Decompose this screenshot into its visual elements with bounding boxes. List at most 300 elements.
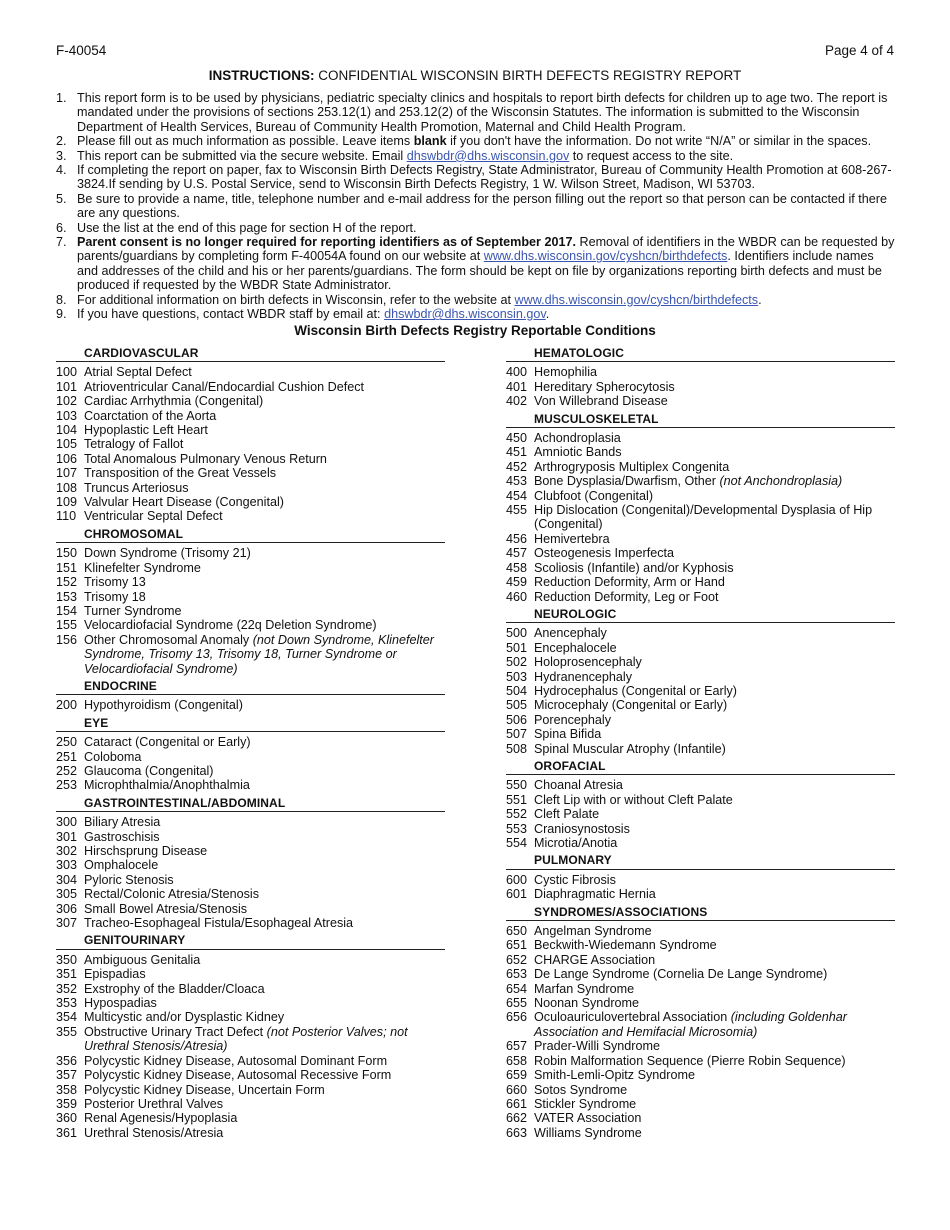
condition-item	[506, 394, 895, 408]
condition-name-text: Trisomy 13	[84, 575, 146, 590]
condition-item	[56, 902, 445, 916]
condition-qualifier: (not Down Syndrome, Klinefelter Syndrome, Trisomy 13, Trisomy 18, Turner Syndrome or Velocardiofacial Syndrome)	[84, 632, 434, 676]
conditions-column-left	[56, 346, 445, 1143]
condition-name-text: Ventricular Septal Defect	[84, 509, 223, 524]
condition-item	[506, 489, 895, 503]
condition-code: 106	[56, 451, 78, 466]
condition-name-text: Cystic Fibrosis	[534, 872, 616, 887]
category-endocrine	[56, 679, 445, 713]
condition-code: 301	[56, 829, 78, 844]
category-heading: MUSCULOSKELETAL	[506, 412, 895, 428]
instruction-number: 8.	[56, 292, 67, 307]
condition-name-text: Reduction Deformity, Arm or Hand	[534, 575, 725, 590]
condition-item	[506, 1126, 895, 1140]
condition-name-text: Valvular Heart Disease (Congenital)	[84, 495, 284, 510]
condition-item	[506, 742, 895, 756]
condition-name-text: Cardiac Arrhythmia (Congenital)	[84, 394, 264, 409]
condition-item	[56, 887, 445, 901]
condition-name-text: Sotos Syndrome	[534, 1082, 628, 1097]
instruction-text: Be sure to provide a name, title, telephone number and e-mail address for the person filling out the report so that person can be contacted if there are any questions.	[77, 191, 887, 221]
condition-code: 303	[56, 858, 78, 873]
page-number: Page 4 of 4	[824, 43, 894, 58]
condition-code: 400	[506, 365, 528, 380]
condition-item	[56, 394, 445, 408]
condition-code: 102	[56, 394, 78, 409]
condition-name	[84, 902, 445, 916]
condition-item	[506, 778, 895, 792]
condition-item	[506, 873, 895, 887]
website-link[interactable]: www.dhs.wisconsin.gov/cyshcn/birthdefects	[483, 249, 728, 264]
condition-name-text: Hypoplastic Left Heart	[84, 423, 208, 438]
condition-name	[534, 684, 895, 698]
condition-name	[534, 641, 895, 655]
condition-name	[84, 735, 445, 749]
condition-name	[534, 1083, 895, 1097]
condition-item	[506, 460, 895, 474]
condition-item	[506, 713, 895, 727]
condition-name	[84, 1054, 445, 1068]
condition-code: 500	[506, 626, 528, 641]
condition-name	[534, 1054, 895, 1068]
condition-name	[534, 924, 895, 938]
condition-name	[534, 713, 895, 727]
condition-code: 356	[56, 1053, 78, 1068]
condition-name-text: CHARGE Association	[534, 952, 656, 967]
condition-code: 457	[506, 546, 528, 561]
condition-name-text: Beckwith-Wiedemann Syndrome	[534, 938, 717, 953]
condition-item	[506, 561, 895, 575]
condition-name-text: Ambiguous Genitalia	[84, 952, 201, 967]
condition-name-text: Oculoauriculovertebral Association	[534, 1010, 731, 1025]
condition-item	[56, 1126, 445, 1140]
condition-code: 353	[56, 996, 78, 1011]
condition-name	[534, 807, 895, 821]
category-gastrointestinal	[56, 796, 445, 931]
condition-name	[84, 437, 445, 451]
condition-code: 663	[506, 1125, 528, 1140]
condition-item	[56, 750, 445, 764]
instruction-item	[56, 163, 898, 192]
category-genitourinary	[56, 933, 445, 1140]
condition-name-text: Clubfoot (Congenital)	[534, 488, 654, 503]
condition-name-text: Posterior Urethral Valves	[84, 1096, 224, 1111]
condition-item	[56, 815, 445, 829]
condition-name	[84, 750, 445, 764]
condition-name	[534, 887, 895, 901]
instruction-text: This report can be submitted via the secure website. Email	[77, 148, 407, 163]
condition-name	[84, 1126, 445, 1140]
condition-qualifier: (including Goldenhar Association and Hemifacial Microsomia)	[534, 1010, 847, 1039]
condition-item	[56, 873, 445, 887]
category-heading: OROFACIAL	[506, 759, 895, 775]
condition-name	[534, 996, 895, 1010]
condition-code: 552	[506, 807, 528, 822]
condition-code: 456	[506, 531, 528, 546]
condition-name-text: Omphalocele	[84, 858, 159, 873]
condition-name	[84, 590, 445, 604]
condition-code: 450	[506, 431, 528, 446]
instruction-item	[56, 149, 898, 163]
condition-name-text: Down Syndrome (Trisomy 21)	[84, 546, 251, 561]
condition-item	[56, 618, 445, 632]
condition-item	[56, 546, 445, 560]
conditions-title: Wisconsin Birth Defects Registry Reportable Conditions	[294, 323, 656, 338]
condition-code: 251	[56, 749, 78, 764]
condition-item	[506, 836, 895, 850]
condition-code: 110	[56, 509, 77, 524]
condition-code: 302	[56, 844, 78, 858]
category-pulmonary	[506, 853, 895, 901]
condition-name-text: Rectal/Colonic Atresia/Stenosis	[84, 887, 259, 902]
condition-name	[534, 822, 895, 836]
condition-name	[534, 561, 895, 575]
instruction-text: Removal of identifiers in the WBDR can be requested by parents/guardians by completing form F-40054A found on our website at	[77, 235, 895, 264]
condition-name-text: Coarctation of the Aorta	[84, 408, 217, 423]
condition-name-text: Hirschsprung Disease	[84, 844, 208, 858]
instruction-number: 5.	[56, 191, 67, 206]
condition-name-text: Microphthalmia/Anophthalmia	[84, 778, 250, 793]
condition-name	[84, 887, 445, 901]
instruction-text: If completing the report on paper, fax to Wisconsin Birth Defects Registry, State Administrator, Bureau of Community Health Promotion at 608-267-3824.If sending by U.S. Postal Service, send to Wisconsin Birth Defects Registry, 1 W. Wilson Street, Madison, WI 53703.	[77, 163, 892, 192]
condition-name-text: Anencephaly	[534, 626, 607, 641]
condition-name	[84, 618, 445, 632]
condition-name-text: Hip Dislocation (Congenital)/Developmental Dysplasia of Hip (Congenital)	[534, 503, 873, 532]
condition-item	[506, 365, 895, 379]
condition-name-text: Hypothyroidism (Congenital)	[84, 698, 243, 713]
condition-name-text: Turner Syndrome	[84, 603, 182, 618]
instruction-text: . Identifiers include names and addresses of the child and his or her parents/guardians. The form should be kept on file by organizations reporting birth defects and must be produced if requested by the WBDR State Administrator.	[77, 249, 882, 293]
condition-name	[534, 982, 895, 996]
condition-name	[84, 1097, 445, 1111]
condition-name	[84, 633, 445, 676]
condition-code: 350	[56, 952, 78, 967]
condition-item	[506, 1054, 895, 1068]
condition-item	[56, 1111, 445, 1125]
condition-name	[534, 546, 895, 560]
condition-code: 451	[506, 445, 528, 460]
condition-item	[56, 409, 445, 423]
condition-item	[56, 698, 445, 712]
condition-item	[56, 1068, 445, 1082]
condition-item	[56, 590, 445, 604]
category-heading: SYNDROMES/ASSOCIATIONS	[506, 905, 895, 921]
condition-name-text: Reduction Deformity, Leg or Foot	[534, 589, 719, 604]
category-heading: PULMONARY	[506, 853, 895, 869]
condition-code: 151	[56, 560, 78, 575]
condition-name-text: Prader-Willi Syndrome	[534, 1039, 660, 1054]
title-rest: CONFIDENTIAL WISCONSIN BIRTH DEFECTS REGISTRY REPORT	[314, 68, 742, 83]
condition-name-text: Marfan Syndrome	[534, 981, 635, 996]
condition-code: 660	[506, 1082, 528, 1097]
conditions-column-right	[506, 346, 895, 1143]
condition-name-text: Atrial Septal Defect	[84, 365, 192, 380]
condition-item	[506, 996, 895, 1010]
condition-item	[56, 380, 445, 394]
condition-code: 103	[56, 408, 78, 423]
condition-item	[506, 590, 895, 604]
condition-item	[506, 1083, 895, 1097]
condition-name	[84, 604, 445, 618]
condition-name-text: Hemophilia	[534, 365, 597, 380]
condition-item	[56, 365, 445, 379]
condition-name	[534, 489, 895, 503]
condition-name	[534, 698, 895, 712]
instruction-text: if you don't have the information. Do not write “N/A” or similar in the spaces.	[446, 134, 872, 149]
condition-name	[84, 996, 445, 1010]
condition-name	[84, 423, 445, 437]
category-syndromes	[506, 905, 895, 1141]
condition-name-text: Microtia/Anotia	[534, 836, 618, 850]
condition-name-text: Gastroschisis	[84, 829, 160, 844]
condition-code: 250	[56, 735, 78, 750]
condition-name	[84, 778, 445, 792]
category-eye	[56, 716, 445, 793]
condition-name	[84, 764, 445, 778]
condition-name	[534, 590, 895, 604]
condition-name-text: Hereditary Spherocytosis	[534, 379, 675, 394]
condition-item	[506, 445, 895, 459]
condition-code: 460	[506, 589, 528, 604]
condition-item	[506, 575, 895, 589]
condition-item	[506, 380, 895, 394]
condition-code: 354	[56, 1010, 78, 1025]
email-link[interactable]: dhswbdr@dhs.wisconsin.gov	[384, 307, 546, 322]
condition-code: 156	[56, 632, 78, 647]
condition-name	[534, 953, 895, 967]
instruction-number: 2.	[56, 134, 67, 149]
condition-item	[56, 778, 445, 792]
condition-name	[534, 836, 895, 850]
condition-name-text: Stickler Syndrome	[534, 1096, 637, 1111]
condition-item	[506, 546, 895, 560]
condition-item	[506, 641, 895, 655]
condition-item	[56, 561, 445, 575]
condition-item	[506, 1111, 895, 1125]
condition-item	[56, 437, 445, 451]
category-orofacial	[506, 759, 895, 850]
condition-code: 505	[506, 698, 528, 713]
instruction-bold: Parent consent is no longer required for reporting identifiers as of September 2017.	[77, 235, 576, 250]
condition-item	[56, 423, 445, 437]
condition-name-text: Spinal Muscular Atrophy (Infantile)	[534, 741, 726, 756]
condition-name	[534, 1068, 895, 1082]
condition-code: 554	[506, 836, 528, 850]
condition-name-text: Williams Syndrome	[534, 1125, 642, 1140]
condition-item	[506, 684, 895, 698]
condition-name-text: Biliary Atresia	[84, 815, 161, 830]
condition-code: 355	[56, 1024, 78, 1039]
condition-name-text: Trisomy 18	[84, 589, 146, 604]
condition-name-text: Pyloric Stenosis	[84, 872, 174, 887]
condition-name-text: Robin Malformation Sequence (Pierre Robin Sequence)	[534, 1053, 846, 1068]
condition-code: 453	[506, 474, 528, 489]
condition-item	[56, 1025, 445, 1054]
condition-name-text: Encephalocele	[534, 640, 617, 655]
condition-name	[534, 431, 895, 445]
condition-item	[506, 924, 895, 938]
condition-name-text: Craniosynostosis	[534, 821, 630, 836]
condition-name-text: Atrioventricular Canal/Endocardial Cushion Defect	[84, 379, 365, 394]
condition-name	[84, 1083, 445, 1097]
condition-name	[84, 830, 445, 844]
condition-name	[534, 778, 895, 792]
condition-item	[56, 495, 445, 509]
condition-name	[84, 815, 445, 829]
condition-code: 358	[56, 1082, 78, 1097]
instruction-text: If you have questions, contact WBDR staff by email at:	[77, 307, 385, 322]
condition-name-text: Cataract (Congenital or Early)	[84, 735, 251, 750]
website-link[interactable]: www.dhs.wisconsin.gov/cyshcn/birthdefects	[514, 292, 759, 307]
condition-name	[84, 873, 445, 887]
condition-name	[534, 474, 895, 488]
condition-name	[534, 445, 895, 459]
condition-item	[56, 953, 445, 967]
condition-name	[84, 409, 445, 423]
condition-code: 154	[56, 603, 78, 618]
condition-item	[56, 481, 445, 495]
instruction-number: 3.	[56, 148, 67, 163]
condition-code: 107	[56, 466, 78, 481]
condition-code: 600	[506, 872, 528, 887]
condition-code: 652	[506, 952, 528, 967]
instruction-text: For additional information on birth defects in Wisconsin, refer to the website at	[77, 292, 515, 307]
condition-item	[506, 953, 895, 967]
instruction-item	[56, 221, 898, 235]
condition-code: 507	[506, 727, 528, 742]
condition-item	[56, 509, 445, 523]
condition-name-text: Achondroplasia	[534, 431, 621, 446]
condition-name-text: Truncus Arteriosus	[84, 480, 189, 495]
condition-code: 503	[506, 669, 528, 684]
condition-name	[534, 1010, 895, 1039]
instruction-text: .	[758, 292, 762, 307]
condition-name	[534, 655, 895, 669]
condition-item	[506, 431, 895, 445]
condition-item	[56, 830, 445, 844]
condition-code: 553	[506, 821, 528, 836]
condition-code: 305	[56, 887, 78, 902]
condition-item	[506, 887, 895, 901]
category-cardiovascular	[56, 346, 445, 524]
condition-code: 551	[506, 792, 528, 807]
condition-item	[56, 996, 445, 1010]
condition-name-text: Total Anomalous Pulmonary Venous Return	[84, 451, 327, 466]
instruction-text: Use the list at the end of this page for section H of the report.	[77, 220, 417, 235]
condition-code: 502	[506, 655, 528, 670]
condition-name-text: Hydrocephalus (Congenital or Early)	[534, 683, 737, 698]
instruction-text: Please fill out as much information as possible. Leave items	[77, 134, 414, 149]
condition-item	[56, 858, 445, 872]
condition-code: 109	[56, 495, 78, 510]
condition-code: 300	[56, 815, 78, 830]
condition-name-text: Cleft Palate	[534, 807, 600, 822]
condition-code: 357	[56, 1068, 78, 1083]
instructions-list	[56, 91, 898, 322]
condition-name-text: Osteogenesis Imperfecta	[534, 546, 675, 561]
category-heading: HEMATOLOGIC	[506, 346, 895, 362]
condition-name-text: Multicystic and/or Dysplastic Kidney	[84, 1010, 285, 1025]
condition-item	[506, 982, 895, 996]
instruction-item	[56, 91, 898, 134]
condition-name-text: Coloboma	[84, 749, 142, 764]
condition-name	[84, 698, 445, 712]
condition-code: 306	[56, 901, 78, 916]
condition-name	[84, 452, 445, 466]
condition-name-text: Polycystic Kidney Disease, Autosomal Recessive Form	[84, 1068, 392, 1083]
condition-item	[56, 967, 445, 981]
condition-name-text: Exstrophy of the Bladder/Cloaca	[84, 981, 265, 996]
email-link[interactable]: dhswbdr@dhs.wisconsin.gov	[406, 148, 570, 163]
condition-code: 653	[506, 967, 528, 982]
category-musculoskeletal	[506, 412, 895, 604]
condition-item	[56, 575, 445, 589]
condition-name-text: Spina Bifida	[534, 727, 602, 742]
condition-code: 454	[506, 488, 528, 503]
condition-item	[506, 1068, 895, 1082]
condition-name	[84, 1025, 445, 1054]
condition-name	[84, 466, 445, 480]
condition-item	[56, 844, 445, 858]
condition-name	[534, 626, 895, 640]
condition-name	[534, 873, 895, 887]
instruction-item	[56, 192, 898, 221]
condition-item	[56, 466, 445, 480]
condition-code: 651	[506, 938, 528, 953]
category-neurologic	[506, 607, 895, 756]
condition-name-text: Noonan Syndrome	[534, 996, 640, 1011]
condition-name-text: Cleft Lip with or without Cleft Palate	[534, 792, 733, 807]
condition-item	[506, 1010, 895, 1039]
condition-name	[534, 670, 895, 684]
condition-code: 152	[56, 575, 78, 590]
condition-name-text: Hydranencephaly	[534, 669, 633, 684]
condition-name-text: Renal Agenesis/Hypoplasia	[84, 1111, 238, 1126]
condition-item	[56, 764, 445, 778]
instruction-text: .	[545, 307, 550, 322]
condition-item	[56, 916, 445, 930]
condition-code: 455	[506, 503, 528, 518]
condition-item	[56, 1010, 445, 1024]
condition-item	[56, 735, 445, 749]
condition-item	[506, 822, 895, 836]
condition-name-text: Velocardiofacial Syndrome (22q Deletion Syndrome)	[84, 618, 377, 633]
category-heading: NEUROLOGIC	[506, 607, 895, 623]
condition-name-text: Polycystic Kidney Disease, Uncertain Form	[84, 1082, 325, 1097]
condition-name	[534, 1111, 895, 1125]
condition-name	[84, 916, 445, 930]
condition-name-text: Transposition of the Great Vessels	[84, 466, 277, 481]
condition-name	[84, 1010, 445, 1024]
instruction-number: 6.	[56, 220, 67, 235]
condition-name-text: Urethral Stenosis/Atresia	[84, 1125, 224, 1140]
condition-name-text: Hypospadias	[84, 996, 157, 1011]
category-heading: CARDIOVASCULAR	[56, 346, 445, 362]
condition-name	[534, 575, 895, 589]
condition-name-text: Obstructive Urinary Tract Defect	[84, 1024, 267, 1039]
condition-name	[534, 1039, 895, 1053]
condition-name-text: De Lange Syndrome (Cornelia De Lange Syndrome)	[534, 967, 828, 982]
condition-name-text: VATER Association	[534, 1111, 642, 1126]
condition-code: 359	[56, 1096, 78, 1111]
category-heading: CHROMOSOMAL	[56, 527, 445, 543]
condition-name	[84, 953, 445, 967]
condition-item	[506, 938, 895, 952]
category-heading: EYE	[56, 716, 445, 732]
condition-code: 656	[506, 1010, 528, 1025]
condition-item	[56, 604, 445, 618]
condition-name-text: Von Willebrand Disease	[534, 394, 668, 409]
condition-name	[534, 1126, 895, 1140]
